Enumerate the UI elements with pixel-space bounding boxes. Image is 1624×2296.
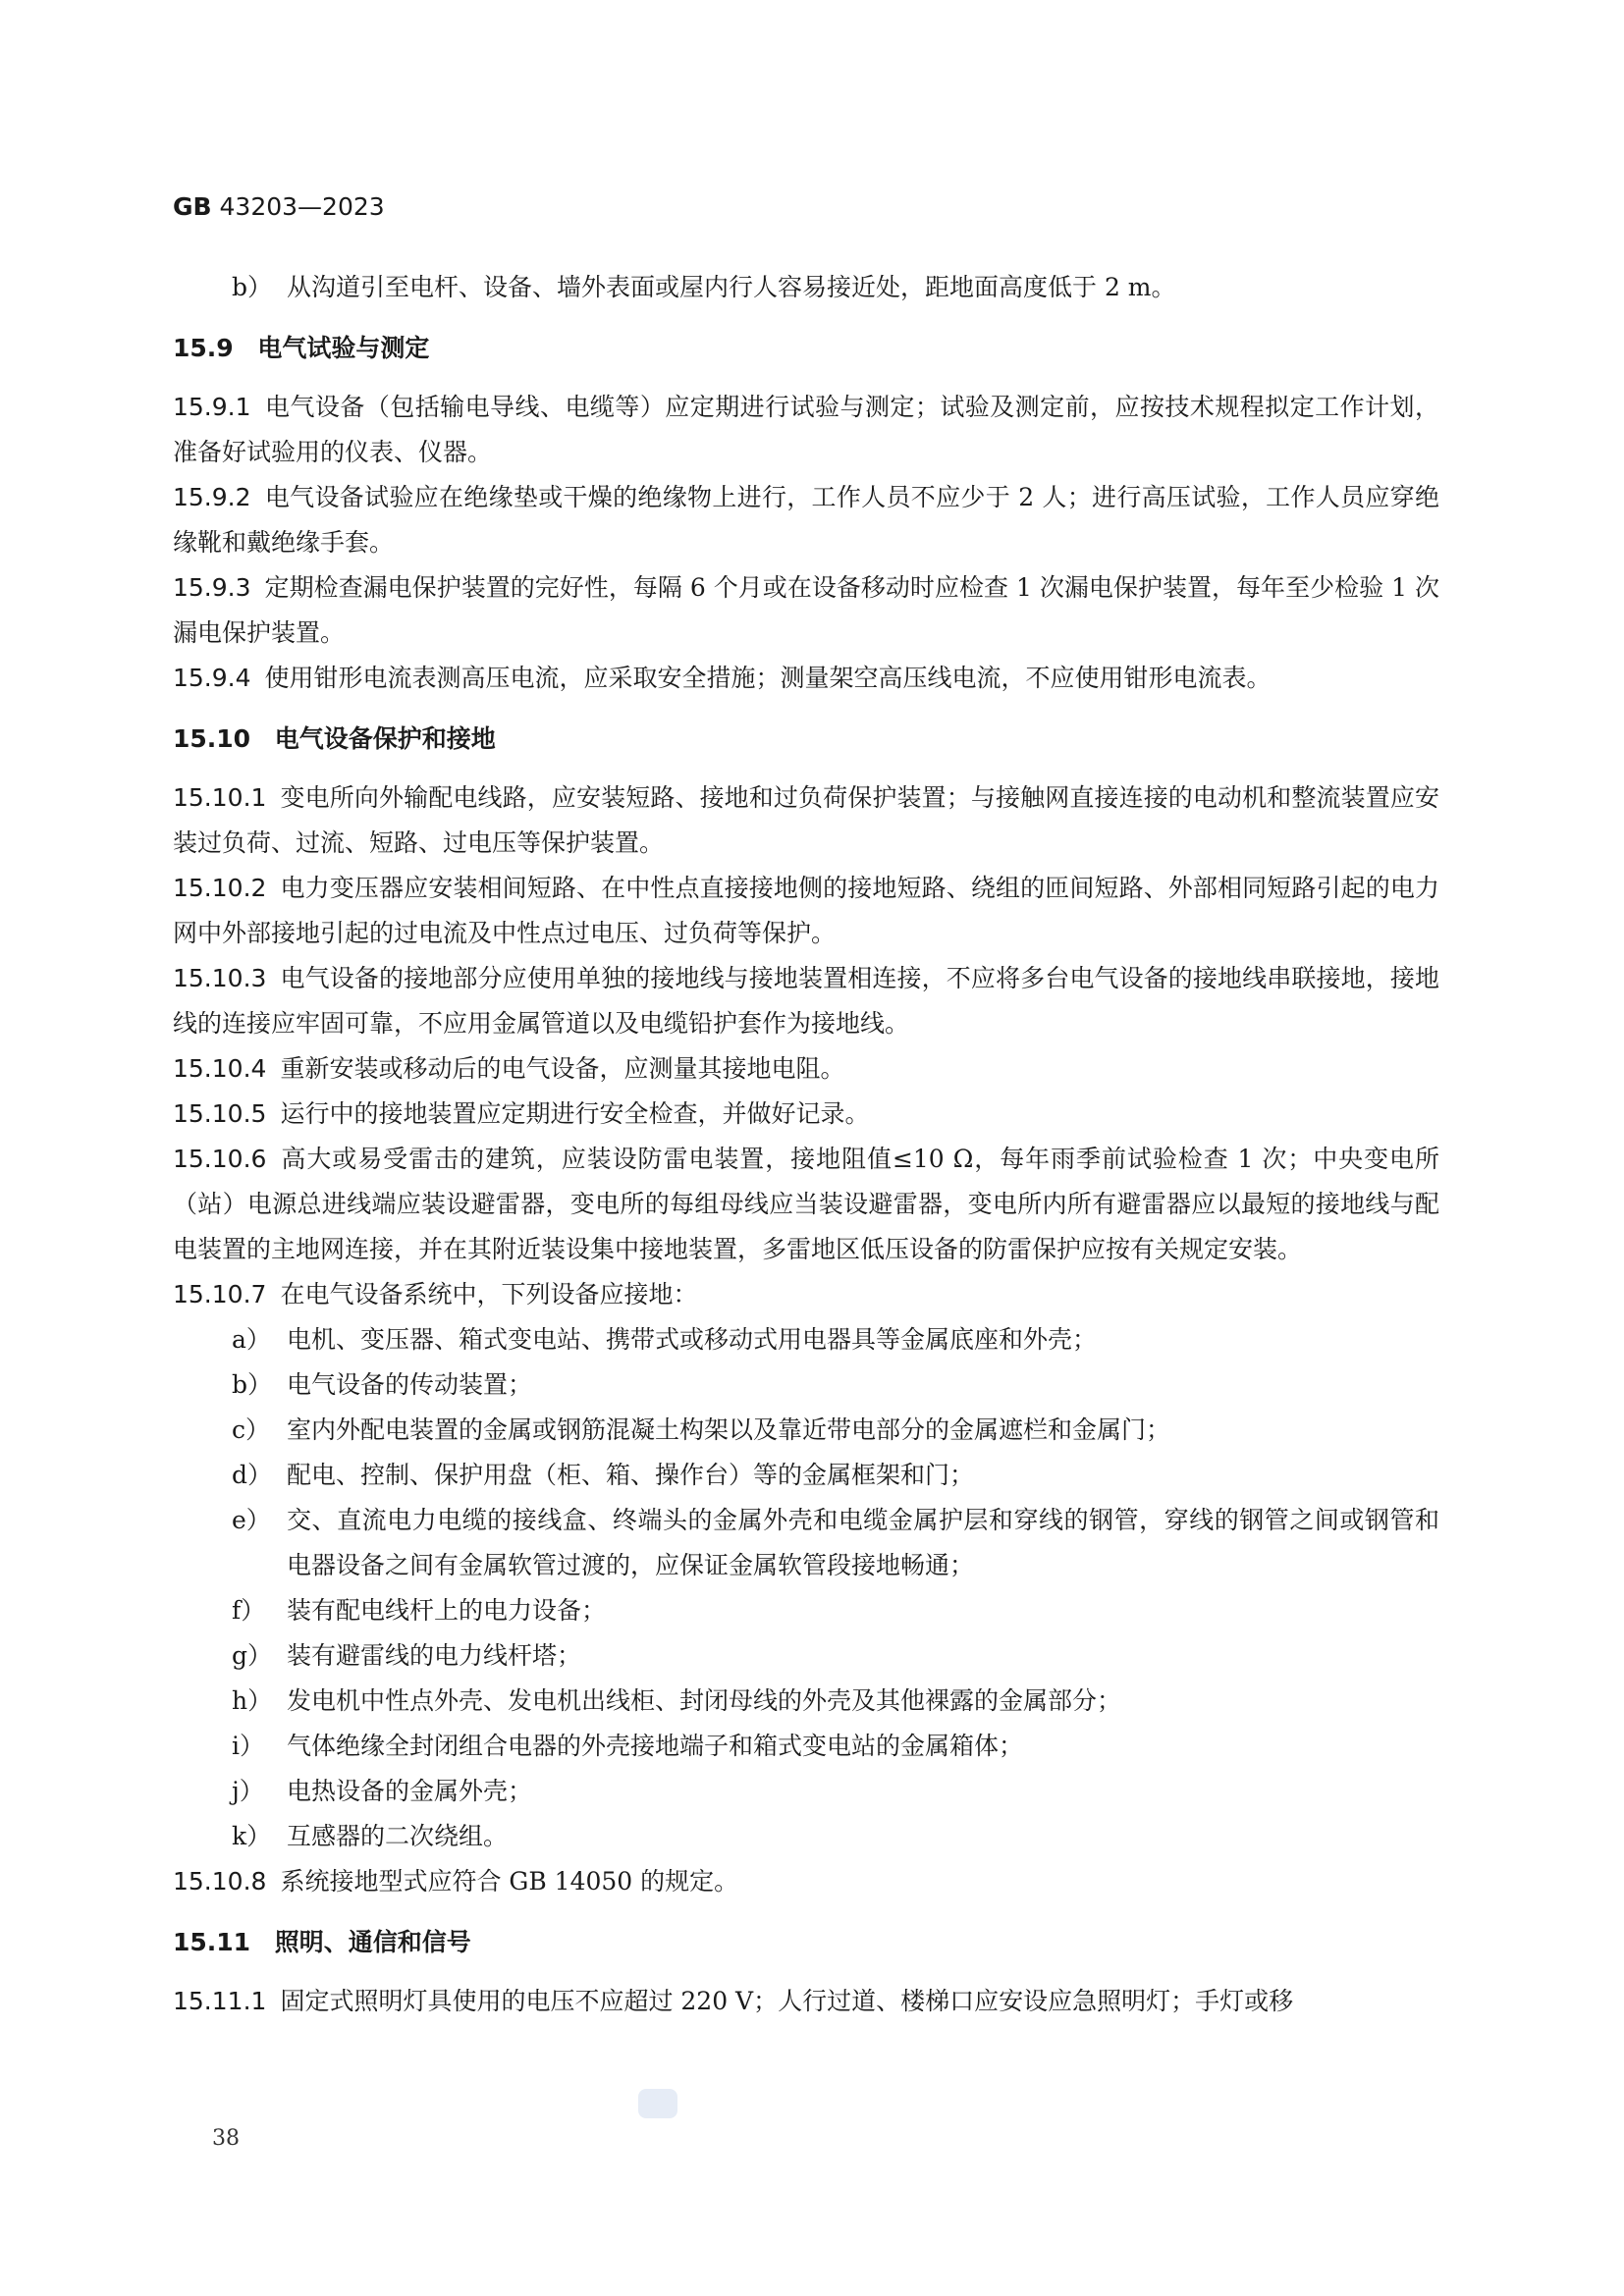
standard-prefix: GB [173,192,212,221]
list-text: 装有配电线杆上的电力设备； [287,1596,607,1625]
list-label: b） [232,273,273,301]
list-text: 配电、控制、保护用盘（柜、箱、操作台）等的金属框架和门； [287,1461,975,1489]
list-label: c） [232,1415,271,1444]
watermark-mark [638,2089,677,2118]
clause-text: 在电气设备系统中，下列设备应接地： [280,1280,698,1308]
clause-number: 15.9.3 [173,573,251,602]
clause-number: 15.10.7 [173,1280,267,1308]
clause-15-9-3 [173,565,1439,656]
clause-15-9-2 [173,475,1439,565]
clause-number: 15.9.1 [173,393,251,421]
clause-15-9-1 [173,385,1439,475]
clause-number: 15.10.8 [173,1867,267,1896]
section-number: 15.11 [173,1928,251,1956]
list-label: f） [232,1596,266,1625]
clause-number: 15.11.1 [173,1987,267,2015]
section-number: 15.9 [173,334,234,362]
clause-text: 电气设备试验应在绝缘垫或干燥的绝缘物上进行，工作人员不应少于 2 人；进行高压试验，工作人员应穿绝缘靴和戴绝缘手套。 [173,483,1439,557]
list-label: d） [232,1461,273,1489]
clause-number: 15.9.2 [173,483,251,511]
section-title: 电气设备保护和接地 [274,724,496,753]
clause-15-9-4 [173,656,1439,701]
list-label: e） [232,1506,271,1534]
clause-text: 运行中的接地装置应定期进行安全检查，并做好记录。 [280,1099,870,1128]
list-item [173,1317,1439,1362]
list-item [173,1362,1439,1408]
clause-text: 系统接地型式应符合 GB 14050 的规定。 [280,1867,739,1896]
clause-15-11-1 [173,1979,1439,2024]
clause-text: 高大或易受雷击的建筑，应装设防雷电装置，接地阻值≤10 Ω，每年雨季前试验检查 1 次；中央变电所（站）电源总进线端应装设避雷器，变电所的每组母线应当装设避雷器，变电所内所有避雷器应以最短的接地线与配电装置的主地网连接，并在其附近装设集中接地装置，多雷地区低压设备的防雷保护应按有关规定安装。 [173,1145,1439,1263]
list-item [173,1724,1439,1769]
section-heading-15-11 [173,1920,1439,1965]
list-label: k） [232,1822,272,1850]
list-text: 电热设备的金属外壳； [287,1777,533,1805]
clause-number: 15.10.2 [173,874,267,902]
list-item [173,1498,1439,1588]
clause-text: 重新安装或移动后的电气设备，应测量其接地电阻。 [280,1054,845,1083]
clause-number: 15.10.3 [173,964,267,992]
clause-15-10-5 [173,1092,1439,1137]
list-text: 室内外配电装置的金属或钢筋混凝土构架以及靠近带电部分的金属遮栏和金属门； [287,1415,1171,1444]
section-heading-15-10 [173,717,1439,762]
list-text: 电机、变压器、箱式变电站、携带式或移动式用电器具等金属底座和外壳； [287,1325,1098,1354]
list-text: 气体绝缘全封闭组合电器的外壳接地端子和箱式变电站的金属箱体； [287,1732,1024,1760]
clause-15-10-8 [173,1859,1439,1904]
clause-text: 电气设备的接地部分应使用单独的接地线与接地装置相连接，不应将多台电气设备的接地线串联接地，接地线的连接应牢固可靠，不应用金属管道以及电缆铅护套作为接地线。 [173,964,1439,1038]
list-item [173,1769,1439,1814]
page-number: 38 [212,2126,240,2151]
clause-15-10-4 [173,1046,1439,1092]
clause-15-10-6 [173,1137,1439,1272]
list-label: h） [232,1686,273,1715]
clause-15-10-1 [173,775,1439,866]
section-heading-15-9 [173,326,1439,371]
list-item [173,1408,1439,1453]
clause-text: 定期检查漏电保护装置的完好性，每隔 6 个月或在设备移动时应检查 1 次漏电保护装置，每年至少检验 1 次漏电保护装置。 [173,573,1439,647]
clause-number: 15.10.6 [173,1145,267,1173]
list-text: 装有避雷线的电力线杆塔； [287,1641,582,1670]
list-text: 互感器的二次绕组。 [287,1822,509,1850]
clause-number: 15.10.4 [173,1054,267,1083]
section-title: 照明、通信和信号 [274,1928,471,1956]
list-item [173,1588,1439,1633]
list-text: 从沟道引至电杆、设备、墙外表面或屋内行人容易接近处，距地面高度低于 2 m。 [287,273,1176,301]
clause-text: 变电所向外输配电线路，应安装短路、接地和过负荷保护装置；与接触网直接连接的电动机和整流装置应安装过负荷、过流、短路、过电压等保护装置。 [173,783,1439,857]
clause-text: 固定式照明灯具使用的电压不应超过 220 V；人行过道、楼梯口应安设应急照明灯；手灯或移 [280,1987,1294,2015]
clause-15-10-2 [173,866,1439,956]
standard-header [173,192,385,221]
list-item [173,1633,1439,1679]
list-label: i） [232,1732,264,1760]
clause-number: 15.10.1 [173,783,267,812]
list-text: 交、直流电力电缆的接线盒、终端头的金属外壳和电缆金属护层和穿线的钢管，穿线的钢管之间或钢管和电器设备之间有金属软管过渡的，应保证金属软管段接地畅通； [287,1506,1439,1579]
standard-number: 43203—2023 [219,192,385,221]
list-label: a） [232,1325,271,1354]
list-item [173,1679,1439,1724]
list-item-intro-b [173,265,1439,310]
list-item [173,1453,1439,1498]
list-label: j） [232,1777,264,1805]
clause-number: 15.9.4 [173,664,251,692]
list-text: 发电机中性点外壳、发电机出线柜、封闭母线的外壳及其他裸露的金属部分； [287,1686,1122,1715]
clause-15-10-3 [173,956,1439,1046]
clause-15-10-7 [173,1272,1439,1317]
clause-text: 使用钳形电流表测高压电流，应采取安全措施；测量架空高压线电流，不应使用钳形电流表。 [264,664,1272,692]
list-item [173,1814,1439,1859]
section-title: 电气试验与测定 [257,334,430,362]
clause-text: 电气设备（包括输电导线、电缆等）应定期进行试验与测定；试验及测定前，应按技术规程拟定工作计划，准备好试验用的仪表、仪器。 [173,393,1439,466]
document-body [173,265,1439,2024]
list-text: 电气设备的传动装置； [287,1370,533,1399]
list-label: g） [232,1641,273,1670]
clause-number: 15.10.5 [173,1099,267,1128]
list-label: b） [232,1370,273,1399]
section-number: 15.10 [173,724,251,753]
clause-text: 电力变压器应安装相间短路、在中性点直接接地侧的接地短路、绕组的匝间短路、外部相同短路引起的电力网中外部接地引起的过电流及中性点过电压、过负荷等保护。 [173,874,1439,947]
